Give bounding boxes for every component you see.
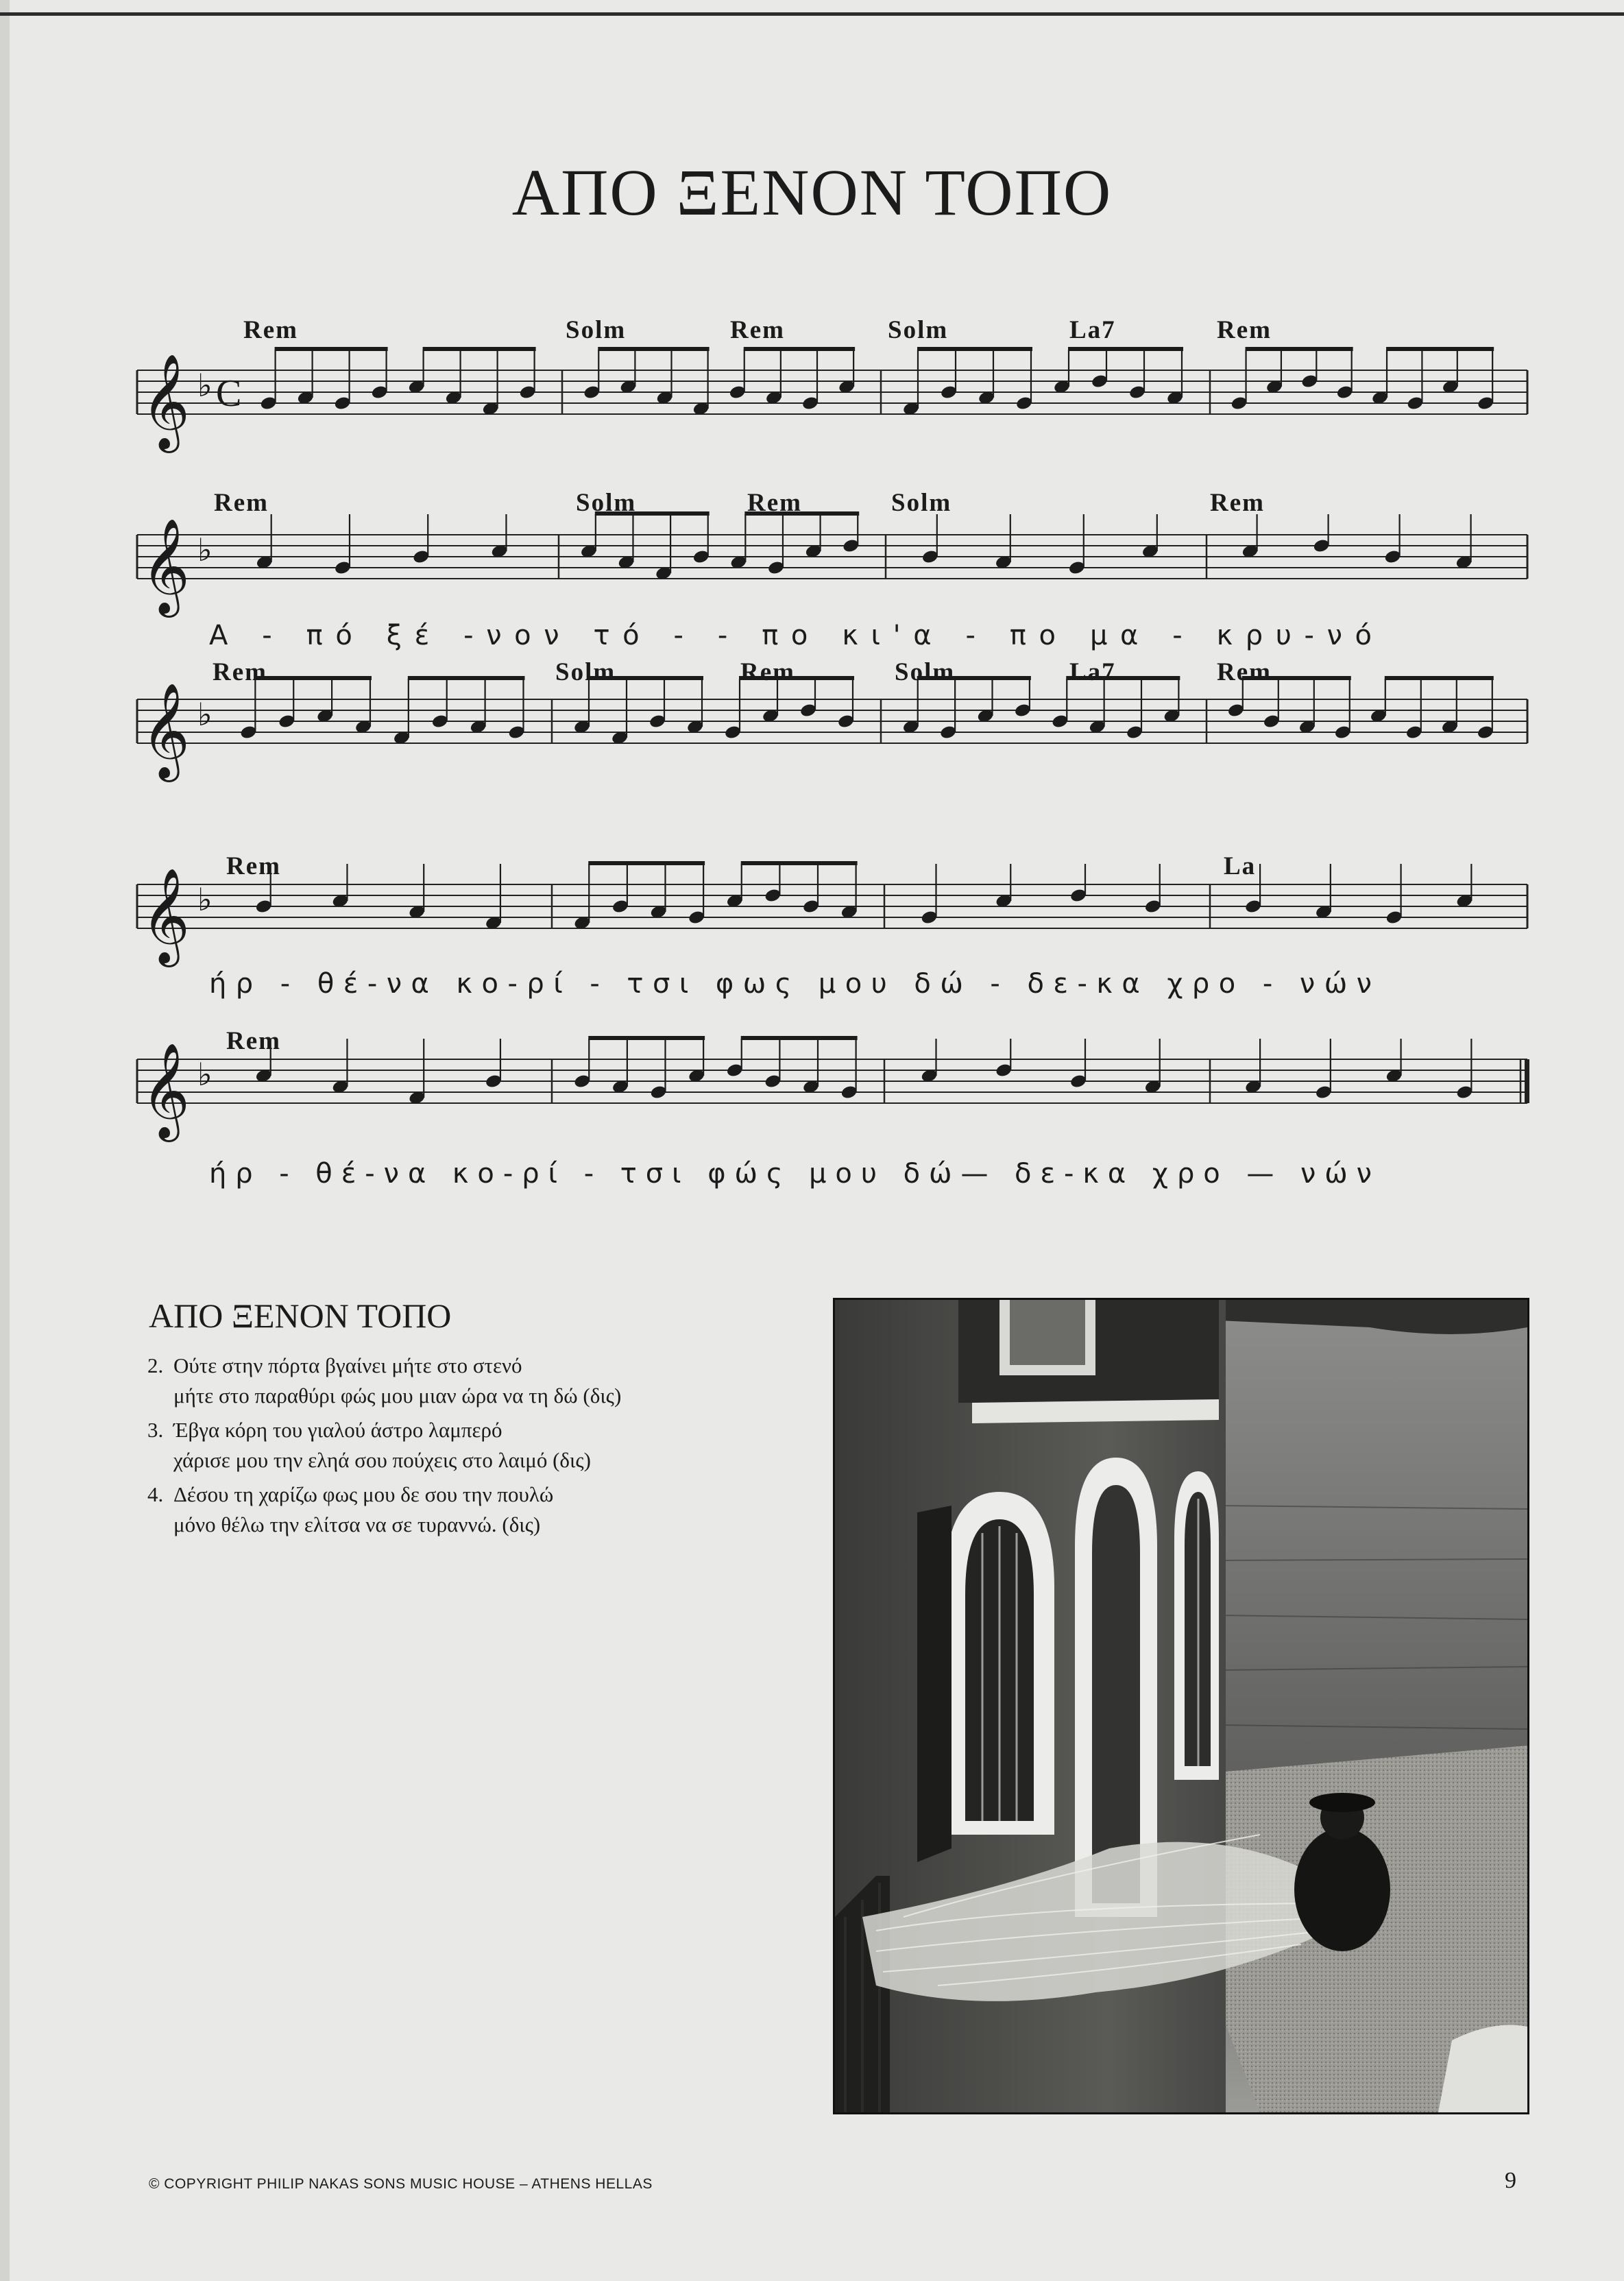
beam xyxy=(588,861,705,865)
chord-symbol: Rem xyxy=(214,489,269,517)
verse-number: 4. xyxy=(147,1482,164,1506)
music-system xyxy=(137,1027,1529,1190)
beam xyxy=(744,347,855,351)
chord-symbol: Solm xyxy=(555,658,616,686)
common-time-icon: C xyxy=(216,372,242,415)
chord-symbol: Rem xyxy=(226,1027,281,1055)
chord-symbol: La7 xyxy=(1069,658,1116,686)
verse-line: Δέσου τη χαρίζω φως μου δε σου την πουλώ xyxy=(173,1482,554,1506)
copyright-notice: © COPYRIGHT PHILIP NAKAS SONS MUSIC HOUSE – ATHENS HELLAS xyxy=(149,2176,653,2192)
music-system xyxy=(137,852,1527,1000)
beam xyxy=(741,1036,858,1040)
chord-symbol: Rem xyxy=(243,316,298,344)
chord-symbol: Rem xyxy=(730,316,785,344)
treble-clef-icon: 𝄞 xyxy=(141,354,190,449)
song-title: ΑΠΟ ΞΕΝΟΝ ΤΟΠΟ xyxy=(511,156,1113,229)
beam xyxy=(588,1036,705,1040)
chord-symbol: Rem xyxy=(1217,658,1272,686)
verse-item xyxy=(147,1351,621,1411)
key-signature-flat-icon: ♭ xyxy=(197,881,213,918)
music-system xyxy=(137,658,1527,782)
lyric-line: ήρ - θέ-να κο-ρί - τσι φώς μου δώ— δε-κα χρο — νών xyxy=(209,1158,1375,1190)
verse-number: 3. xyxy=(147,1418,164,1442)
beam xyxy=(741,861,858,865)
beam xyxy=(408,676,525,680)
chord-symbol: Solm xyxy=(891,489,952,517)
verses-list xyxy=(147,1351,621,1544)
chord-symbol: Rem xyxy=(740,658,795,686)
chord-symbol: Rem xyxy=(226,852,281,880)
chord-symbol: Rem xyxy=(213,658,267,686)
verses-title: ΑΠΟ ΞΕΝΟΝ ΤΟΠΟ xyxy=(149,1296,452,1335)
key-signature-flat-icon: ♭ xyxy=(197,531,213,568)
lyric-line: Α - πό ξέ -νον τό - - πο κι'α - πο μα - κρυ-νό xyxy=(209,620,1374,651)
key-signature-flat-icon: ♭ xyxy=(197,1056,213,1093)
verse-line: Έβγα κόρη του γιαλού άστρο λαμπερό xyxy=(173,1418,502,1442)
verse-line: χάρισε μου την εληά σου πούχεις στο λαιμό (δις) xyxy=(173,1448,591,1472)
chord-symbol: La7 xyxy=(1069,316,1116,344)
chord-symbol: Solm xyxy=(566,316,627,344)
verse-item xyxy=(147,1415,621,1475)
lyric-line: ήρ - θέ-να κο-ρί - τσι φως μου δώ - δε-κα χρο - νών xyxy=(209,968,1374,1000)
music-system xyxy=(137,489,1527,651)
chord-symbol: Rem xyxy=(1217,316,1272,344)
chord-symbol: La xyxy=(1224,852,1257,880)
verse-line: μήτε στο παραθύρι φώς μου μιαν ώρα να τη δώ (δις) xyxy=(173,1384,622,1408)
treble-clef-icon: 𝄞 xyxy=(141,1043,190,1138)
beam xyxy=(598,347,709,351)
key-signature-flat-icon: ♭ xyxy=(197,696,213,733)
music-system xyxy=(137,316,1527,453)
beam xyxy=(423,347,536,351)
photo-house-by-sea xyxy=(833,1298,1529,2114)
chord-symbol: Solm xyxy=(576,489,637,517)
verse-number: 2. xyxy=(147,1353,164,1377)
treble-clef-icon: 𝄞 xyxy=(141,518,190,614)
key-signature-flat-icon: ♭ xyxy=(197,367,213,404)
verse-line: μόνο θέλω την ελίτσα να σε τυραννώ. (δις) xyxy=(173,1512,541,1536)
treble-clef-icon: 𝄞 xyxy=(141,868,190,963)
chord-symbol: Solm xyxy=(895,658,956,686)
beam xyxy=(917,347,1032,351)
beam xyxy=(1246,347,1353,351)
beam xyxy=(1068,347,1183,351)
beam xyxy=(1385,676,1494,680)
final-bar-thick xyxy=(1525,1059,1529,1103)
beam xyxy=(1386,347,1494,351)
chord-symbol: Rem xyxy=(747,489,802,517)
treble-clef-icon: 𝄞 xyxy=(141,683,190,778)
chord-symbol: Rem xyxy=(1210,489,1265,517)
verse-item xyxy=(147,1480,621,1540)
beam xyxy=(275,347,388,351)
beam xyxy=(254,676,372,680)
page-number: 9 xyxy=(1505,2168,1516,2193)
chord-symbol: Solm xyxy=(888,316,949,344)
verse-line: Ούτε στην πόρτα βγαίνει μήτε στο στενό xyxy=(173,1353,522,1377)
